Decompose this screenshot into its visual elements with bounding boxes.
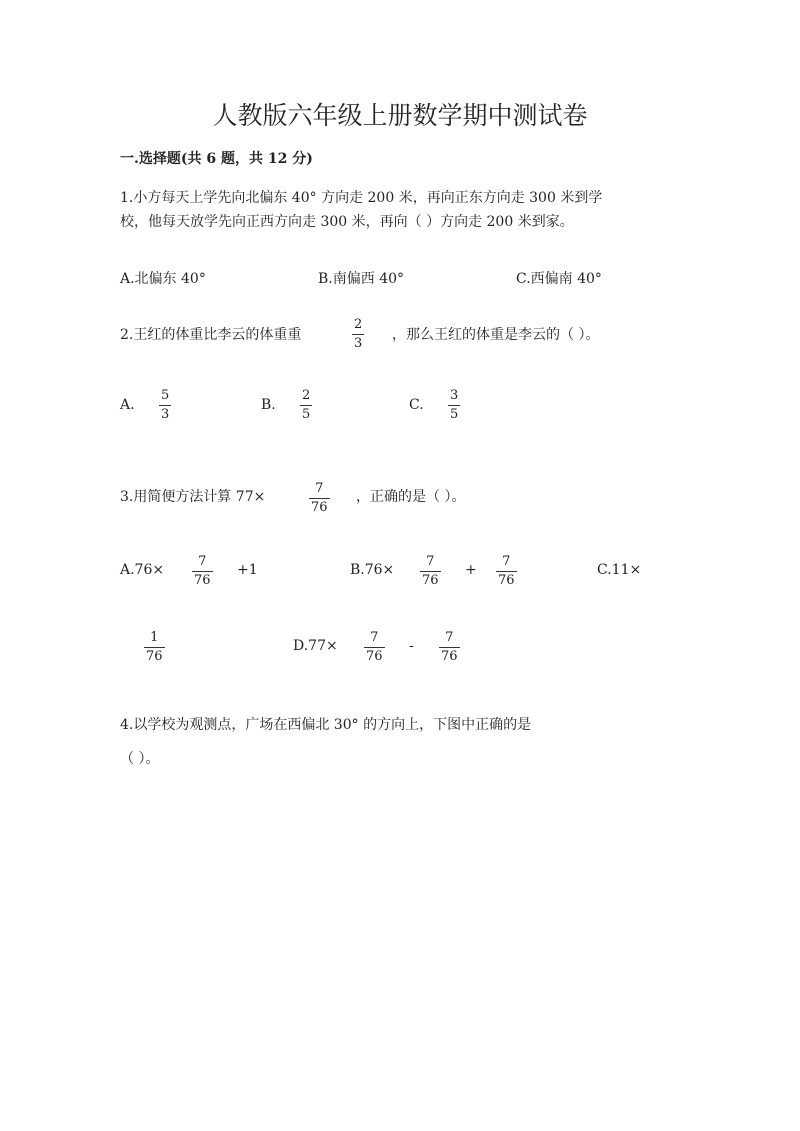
question-3-stem-fraction (309, 481, 330, 516)
question-1-option-c[interactable]: C.西偏南 40° (516, 271, 602, 287)
fraction-numerator: 7 (502, 554, 511, 569)
question-3-option-a-label[interactable]: A.76× (120, 562, 165, 578)
question-2-option-c-label[interactable]: C. (409, 397, 424, 413)
fraction-numerator: 7 (426, 554, 435, 569)
fraction-numerator: 1 (150, 630, 159, 645)
fraction-bar (439, 647, 460, 648)
fraction-bar (159, 405, 171, 406)
question-3-option-c-label[interactable]: C.11× (597, 562, 642, 578)
question-1-line-1: 1.小方每天上学先向北偏东 40° 方向走 200 米，再向正东方向走 300 米到学 (120, 190, 603, 206)
question-3-stem-before: 3.用简便方法计算 77× (120, 489, 266, 505)
fraction-bar (420, 571, 441, 572)
question-2-option-c-fraction[interactable] (448, 388, 460, 423)
question-2-stem-fraction (352, 317, 364, 352)
fraction-bar (144, 647, 165, 648)
fraction-bar (496, 571, 517, 572)
fraction-denominator: 76 (146, 649, 163, 664)
fraction-denominator: 76 (498, 573, 515, 588)
fraction-numerator: 7 (445, 630, 454, 645)
question-3-option-a-tail: +1 (237, 562, 258, 578)
question-1-line-2: 校，他每天放学先向正西方向走 300 米，再向（ ）方向走 200 米到家。 (120, 214, 574, 230)
fraction-numerator: 2 (354, 317, 363, 332)
question-2-option-b-fraction[interactable] (300, 388, 312, 423)
page-title: 人教版六年级上册数学期中测试卷 (212, 101, 588, 130)
question-1-option-b[interactable]: B.南偏西 40° (318, 271, 405, 287)
fraction-numerator: 3 (450, 388, 459, 403)
question-3-option-b-fraction-2[interactable] (496, 554, 517, 589)
question-3-stem-after: ，正确的是（ ）。 (356, 489, 466, 505)
minus-operator: - (409, 638, 414, 654)
question-3-option-c-fraction[interactable] (144, 630, 165, 665)
fraction-bar (192, 571, 213, 572)
section-heading: 一.选择题(共 6 题，共 12 分) (120, 151, 313, 167)
fraction-bar (300, 405, 312, 406)
fraction-bar (364, 647, 385, 648)
fraction-bar (352, 334, 364, 335)
question-2-option-b-label[interactable]: B. (261, 397, 276, 413)
question-2-stem-after: ，那么王红的体重是李云的（ ）。 (392, 327, 600, 343)
question-3-option-d-fraction-1[interactable] (364, 630, 385, 665)
question-1-option-a[interactable]: A.北偏东 40° (120, 271, 206, 287)
fraction-numerator: 2 (302, 388, 311, 403)
question-3-option-b-fraction-1[interactable] (420, 554, 441, 589)
fraction-numerator: 5 (161, 388, 170, 403)
question-3-option-b-label[interactable]: B.76× (350, 562, 395, 578)
fraction-denominator: 76 (366, 649, 383, 664)
question-3-option-d-fraction-2[interactable] (439, 630, 460, 665)
fraction-denominator: 76 (422, 573, 439, 588)
question-3-option-d-label[interactable]: D.77× (293, 638, 338, 654)
fraction-denominator: 76 (311, 500, 328, 515)
question-2-option-a-fraction[interactable] (159, 388, 171, 423)
question-4-line-2: （ ）。 (120, 751, 160, 767)
fraction-bar (309, 498, 330, 499)
fraction-bar (448, 405, 460, 406)
question-2-stem-before: 2.王红的体重比李云的体重重 (120, 327, 302, 343)
fraction-denominator: 3 (161, 407, 170, 422)
fraction-denominator: 76 (441, 649, 458, 664)
fraction-denominator: 5 (302, 407, 311, 422)
fraction-denominator: 5 (450, 407, 459, 422)
question-2-option-a-label[interactable]: A. (120, 397, 135, 413)
question-3-option-a-fraction[interactable] (192, 554, 213, 589)
fraction-numerator: 7 (370, 630, 379, 645)
question-4-line-1: 4.以学校为观测点，广场在西偏北 30° 的方向上，下图中正确的是 (120, 717, 532, 733)
plus-operator: + (465, 562, 477, 578)
fraction-numerator: 7 (198, 554, 207, 569)
fraction-denominator: 3 (354, 336, 363, 351)
fraction-denominator: 76 (194, 573, 211, 588)
fraction-numerator: 7 (315, 481, 324, 496)
